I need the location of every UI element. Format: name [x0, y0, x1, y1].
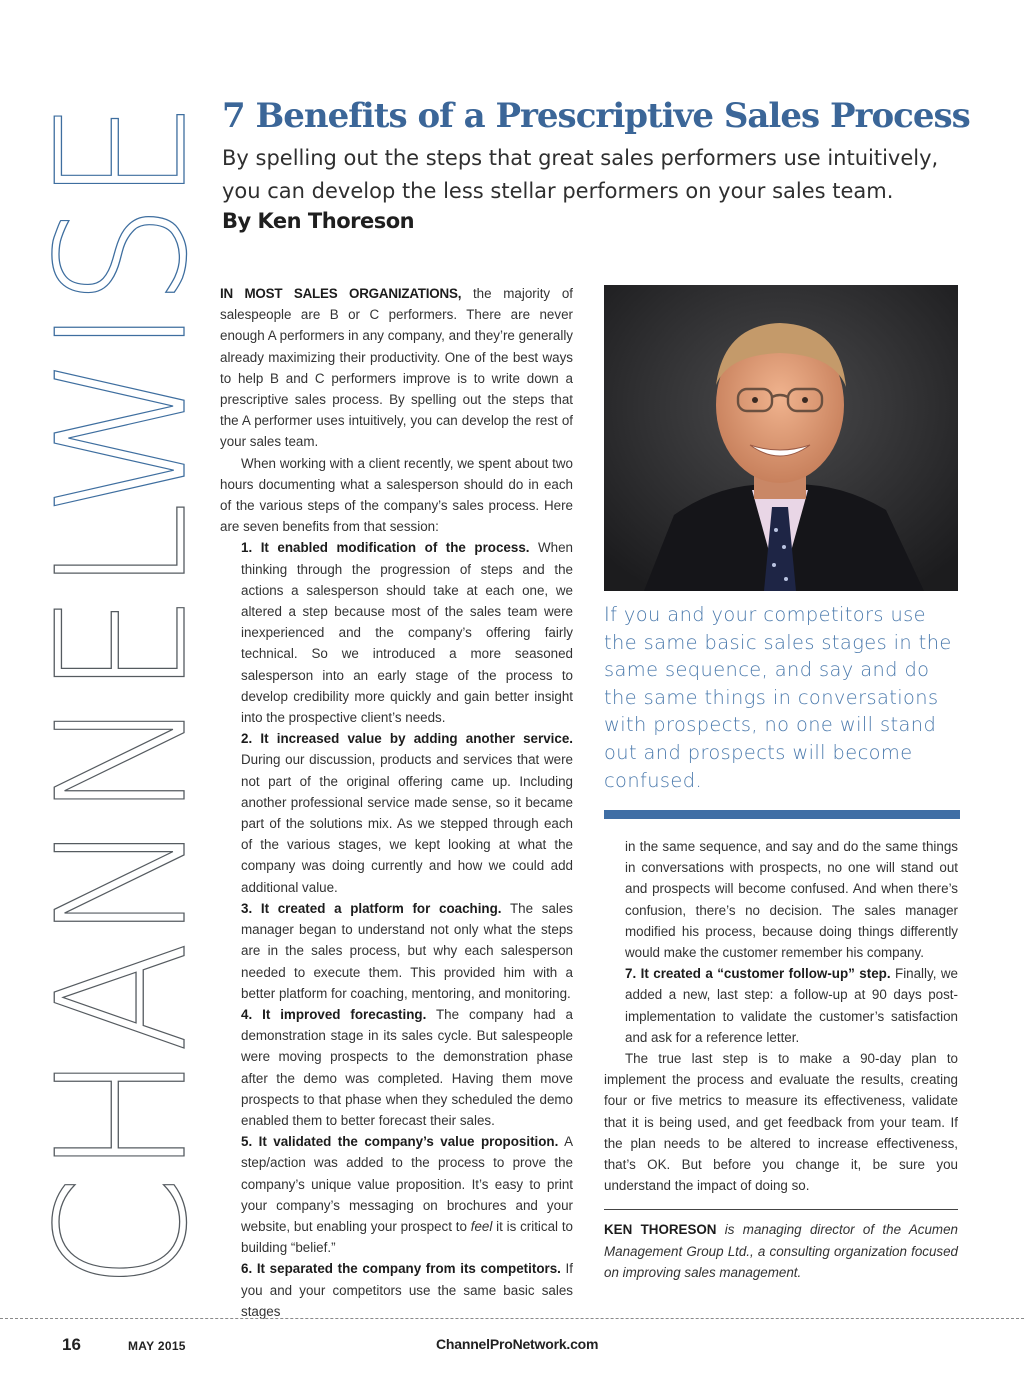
intro-lead: IN MOST SALES ORGANIZATIONS, [220, 286, 462, 301]
svg-text:CHANNELWISE [19, 63, 226, 1290]
benefit-lead: 5. It validated the company’s value proposition. [241, 1134, 559, 1150]
left-column [220, 283, 573, 1322]
benefit-text: it is critical to building “belief.” [241, 1218, 573, 1256]
section-label-channelwise [14, 63, 226, 1290]
article-title: 7 Benefits of a Prescriptive Sales Process [222, 96, 970, 136]
article-deck: By spelling out the steps that great sales performers use intuitively, you can develop the less stellar performers on your sales team. [222, 146, 939, 203]
benefit-lead: 4. It improved forecasting. [241, 1006, 427, 1022]
article-byline: By Ken Thoreson [222, 209, 415, 233]
benefit-emphasis: feel [470, 1218, 493, 1234]
pull-quote-rule [604, 810, 960, 819]
intro-text: the majority of salespeople are B or C performers. There are never enough A performers in any company, and they’re generally already maximizing their productivity. One of the best ways to help B and C performers improve is to write down a prescriptive sales process. By spelling out the steps that the A performer uses intuitively, you can develop the rest of your sales team. [220, 286, 573, 450]
benefit-text: When thinking through the progression of steps and the actions a salesperson should take at each one, we altered a step because most of the sales team were inexperienced and the company’s offering fairly technical. So we introduced a more seasoned salesperson into an early stage of the process to develop credibility more quickly and gain better insight into the prospective client’s needs. [241, 540, 573, 726]
bio-text: is managing director of the Acumen Management Group Ltd., a consulting organization focused on improving sales management. [604, 1222, 958, 1280]
body-paragraph: When working with a client recently, we spent about two hours documenting what a salesperson should do in each of the various steps of the company’s sales process. Here are seven benefits from that session: [220, 455, 573, 535]
benefit-text: The sales manager began to understand not only what the steps are in the sales process, but why each salesperson needed to execute them. This provided him with a better platform for coaching, mentoring, and monitoring. [241, 900, 573, 1001]
benefit-text: Finally, we added a new, last step: a follow-up at 90 days post-implementation to validate the customer’s satisfaction and ask for a reference letter. [625, 966, 959, 1045]
benefit-item-4 [220, 1004, 573, 1131]
benefit-item-3 [220, 898, 573, 1004]
section-label-dark: CHANNEL [19, 448, 226, 1290]
benefit-item-5 [220, 1131, 573, 1258]
section-label-accent: WISE [19, 63, 226, 517]
benefit-lead: 2. It increased value by adding another service. [241, 731, 573, 747]
benefit-item-7 [604, 963, 958, 1048]
site-url: ChannelProNetwork.com [436, 1336, 599, 1352]
benefit-text: A step/action was added to the process to prove the company’s unique value proposition. It’s easy to print your company’s messaging on brochures and your website, but enabling your prospect to [241, 1134, 574, 1234]
benefit-lead: 1. It enabled modification of the process. [241, 540, 530, 556]
benefit-item-2 [220, 728, 573, 898]
pull-quote: If you and your competitors use the same basic sales stages in the same sequence, and say and do the same things in conversations with prospects, no one will stand out and prospects will become confused. [604, 603, 952, 792]
closing-paragraph: The true last step is to make a 90-day plan to implement the process and evaluate the results, creating four or five metrics to measure its effectiveness, validate that it is being used, and get feedback from your team. If the plan needs to be altered to increase effectiveness, that’s OK. But before you change it, be sure you understand the impact of doing so. [604, 1051, 958, 1194]
issue-date: MAY 2015 [128, 1339, 186, 1353]
intro-paragraph [220, 283, 573, 453]
page-number: 16 [62, 1335, 81, 1354]
benefit-lead: 6. It separated the company from its competitors. [241, 1261, 561, 1277]
right-column [604, 836, 958, 1196]
bio-divider [604, 1209, 958, 1210]
bio-name: KEN THORESON [604, 1222, 717, 1237]
continued-paragraph: in the same sequence, and say and do the same things in conversations with prospects, no one will stand out and prospects will become confused. And when there’s confusion, there’s no decision. The sales manager modified his process, because doing things differently would make the customer remember his company. [625, 839, 958, 961]
author-photo [604, 285, 958, 591]
footer-divider [0, 1318, 1024, 1319]
benefit-item-6 [220, 1258, 573, 1322]
benefit-lead: 3. It created a platform for coaching. [241, 900, 502, 916]
benefit-text: During our discussion, products and services that were not part of the original offering came up. Including another professional service made sense, so it became part of the solutions mix. As we stepped through each of the various stages, we kept looking at what the company was doing currently and how we could add additional value. [241, 752, 573, 895]
benefit-lead: 7. It created a “customer follow-up” step. [625, 966, 891, 982]
benefit-item-1 [220, 537, 573, 728]
benefit-text: If you and your competitors use the same basic sales stages [241, 1261, 573, 1319]
benefit-text: The company had a demonstration stage in its sales cycle. But salespeople were moving prospects to the demonstration phase after the demo was completed. Having them move prospects to that phase when they scheduled the demo enabled them to better forecast their sales. [241, 1006, 573, 1128]
author-bio [604, 1219, 958, 1284]
